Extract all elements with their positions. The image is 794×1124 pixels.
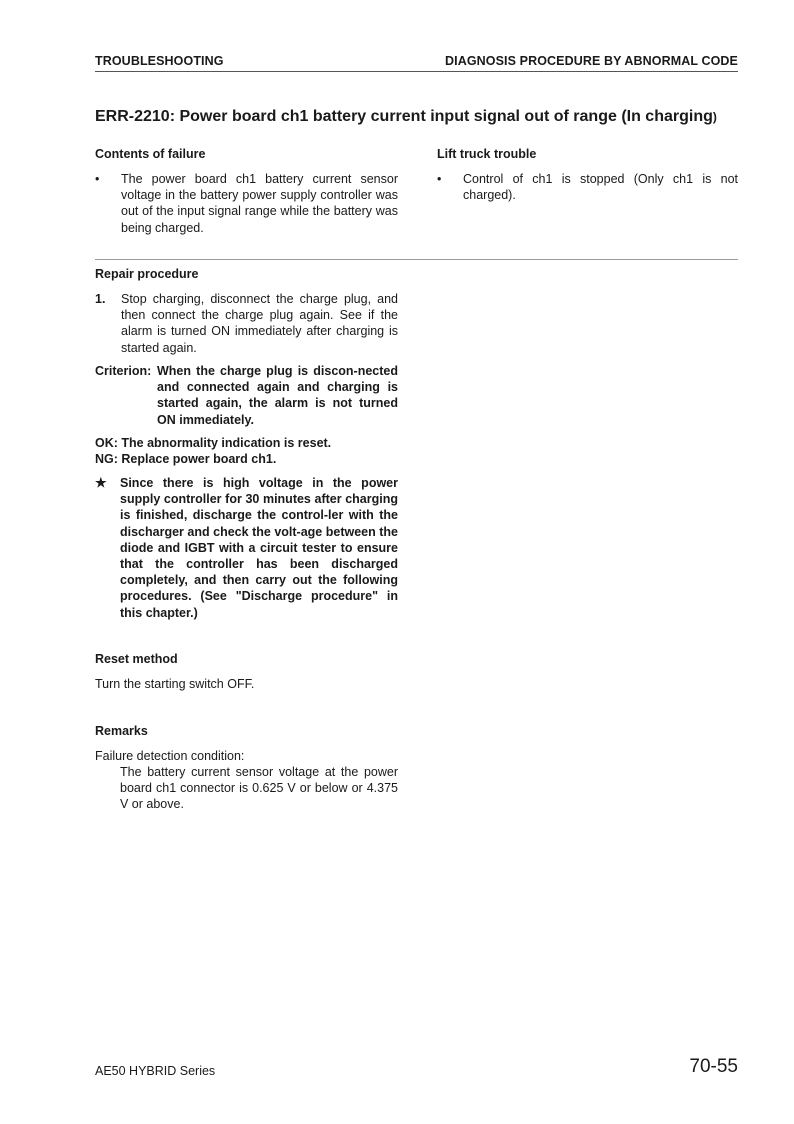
bullet-mark: • <box>437 172 442 186</box>
contents-of-failure-text: The power board ch1 battery current sensor voltage in the battery power supply controller was out of the input signal range while the battery was being charged. <box>121 172 398 235</box>
page-title-text: ERR-2210: Power board ch1 battery current input signal out of range (In charging <box>95 108 713 125</box>
criterion-label: Criterion: <box>95 364 152 378</box>
lift-truck-trouble-text: Control of ch1 is stopped (Only ch1 is not charged). <box>463 172 738 203</box>
caution-note <box>95 475 398 621</box>
section-divider <box>95 259 738 260</box>
caution-text: Since there is high voltage in the power supply controller for 30 minutes after charging is finished, discharge the control-ler with the discharger and check the volt-age between the diode and IGBT with a circuit tester to ensure that the controller has been discharged completely, and then carry out the following procedures. (See "Discharge procedure" in this chapter.) <box>120 476 398 620</box>
remarks-text: The battery current sensor voltage at the power board ch1 connector is 0.625 V or below or 4.375 V or above. <box>120 765 398 812</box>
page-title <box>95 108 717 126</box>
repair-procedure-heading: Repair procedure <box>95 267 199 281</box>
criterion-block <box>95 363 398 428</box>
reset-method-text: Turn the starting switch OFF. <box>95 677 255 691</box>
reset-method-heading: Reset method <box>95 652 178 666</box>
lift-truck-trouble-heading: Lift truck trouble <box>437 147 537 161</box>
header-section-title: TROUBLESHOOTING <box>95 54 224 68</box>
page-title-close-paren: ) <box>712 110 717 124</box>
lift-truck-trouble-item <box>437 171 738 203</box>
remarks-heading: Remarks <box>95 724 148 738</box>
contents-of-failure-item <box>95 171 398 236</box>
bullet-mark: • <box>95 172 100 186</box>
header-chapter-title: DIAGNOSIS PROCEDURE BY ABNORMAL CODE <box>445 54 738 68</box>
contents-of-failure-heading: Contents of failure <box>95 147 206 161</box>
step-number: 1. <box>95 292 106 306</box>
repair-step-1 <box>95 291 398 356</box>
page-number: 70-55 <box>689 1056 738 1077</box>
remarks-label: Failure detection condition: <box>95 749 245 763</box>
criterion-text: When the charge plug is discon-nected and connected again and charging is started again, the alarm is not turned ON immediately. <box>157 364 398 427</box>
star-icon: ★ <box>95 475 107 490</box>
ok-result: OK: The abnormality indication is reset. <box>95 436 332 450</box>
header-divider <box>95 71 738 72</box>
ng-result: NG: Replace power board ch1. <box>95 452 277 466</box>
footer-series: AE50 HYBRID Series <box>95 1064 216 1078</box>
step-text: Stop charging, disconnect the charge plug, and then connect the charge plug again. See if the alarm is turned ON immediately after charging is started again. <box>121 292 398 355</box>
